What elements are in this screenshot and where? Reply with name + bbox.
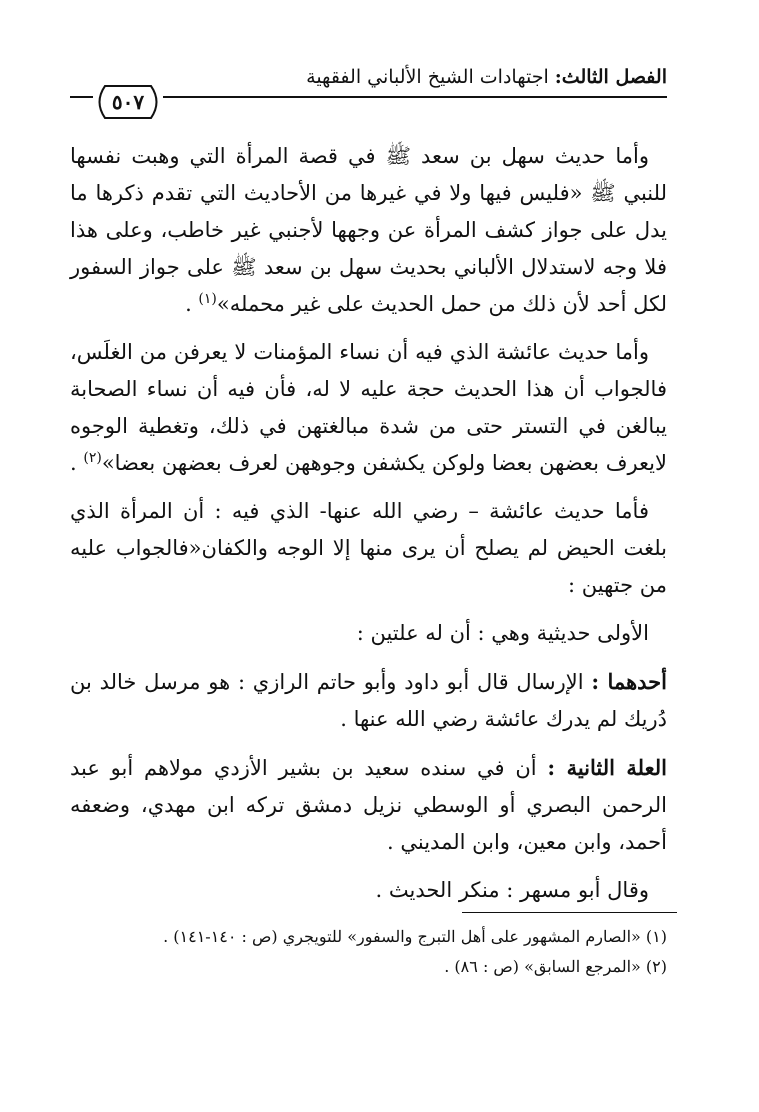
page-body [70, 138, 667, 920]
paragraph-text: وأما حديث عائشة الذي فيه أن نساء المؤمنات لا يعرفن من الغلَس، فالجواب أن هذا الحديث حجة عليه لا له، فأن فيه أن نساء الصحابة يبالغن في التستر حتى من شدة مبالغتهن في ذلك، وتغطية الوجوه لايعرف بعضهن بعضا ولوكن يكشفن وجوههن لعرف بعضهن بعضا» [70, 340, 667, 475]
paragraph-illa-one [70, 663, 667, 738]
chapter-title [306, 66, 667, 88]
paragraph-end: . [69, 451, 84, 475]
illa-one-text: الإرسال قال أبو داود وأبو حاتم الرازي : هو مرسل خالد بن دُريك لم يدرك عائشة رضي الله عنها . [70, 670, 667, 731]
paragraph-illa-two [70, 749, 667, 861]
paragraph-first-answer: الأولى حديثية وهي : أن له علتين : [356, 621, 649, 645]
footnotes [70, 922, 667, 982]
paragraph-text: وأما حديث سهل بن سعد ﷺ في قصة المرأة التي وهبت نفسها للنبي ﷺ «فليس فيها ولا في غيرها من الأحاديث التي تقدم ذكرها ما يدل على جواز كشف المرأة عن وجهها لأجنبي غير خاطب، وعلى هذا فلا وجه لاستدلال الألباني بحديث سهل بن سعد ﷺ على جواز السفور لكل أحد لأن ذلك من حمل الحديث على غير محمله» [70, 144, 667, 316]
page-number: ٥٠٧ [111, 90, 145, 114]
paragraph-closing: وقال أبو مسهر : منكر الحديث . [375, 878, 649, 902]
page-number-badge [93, 85, 163, 119]
illa-one-label: أحدهما : [591, 669, 667, 694]
paragraph-end: . [185, 292, 199, 316]
footnote-separator [462, 912, 677, 913]
illa-two-label: العلة الثانية : [547, 755, 667, 780]
chapter-label: الفصل الثالث: [554, 66, 667, 88]
footnote-1: (١) «الصارم المشهور على أهل التبرج والسفور» للتويجري (ص : ١٤٠-١٤١) . [163, 927, 667, 946]
paragraph-aisha-ghalas [70, 334, 667, 482]
footnote-2: (٢) «المرجع السابق» (ص : ٨٦) . [444, 957, 667, 976]
footnote-ref-1[interactable]: (١) [198, 291, 217, 307]
paragraph-sahl-hadith [70, 138, 667, 323]
footnote-ref-2[interactable]: (٢) [83, 450, 102, 466]
paragraph-aisha-hayd: فأما حديث عائشة – رضي الله عنها- الذي فيه : أن المرأة الذي بلغت الحيض لم يصلح أن يرى منها إلا الوجه والكفان«فالجواب عليه من جتهين : [70, 499, 667, 597]
illa-two-text: أن في سنده سعيد بن بشير الأزدي مولاهم أبو عبد الرحمن البصري أو الوسطي نزيل دمشق تركه ابن مهدي، وضعفه أحمد، وابن معين، وابن المديني . [70, 756, 667, 854]
chapter-subject: اجتهادات الشيخ الألباني الفقهية [306, 66, 549, 88]
